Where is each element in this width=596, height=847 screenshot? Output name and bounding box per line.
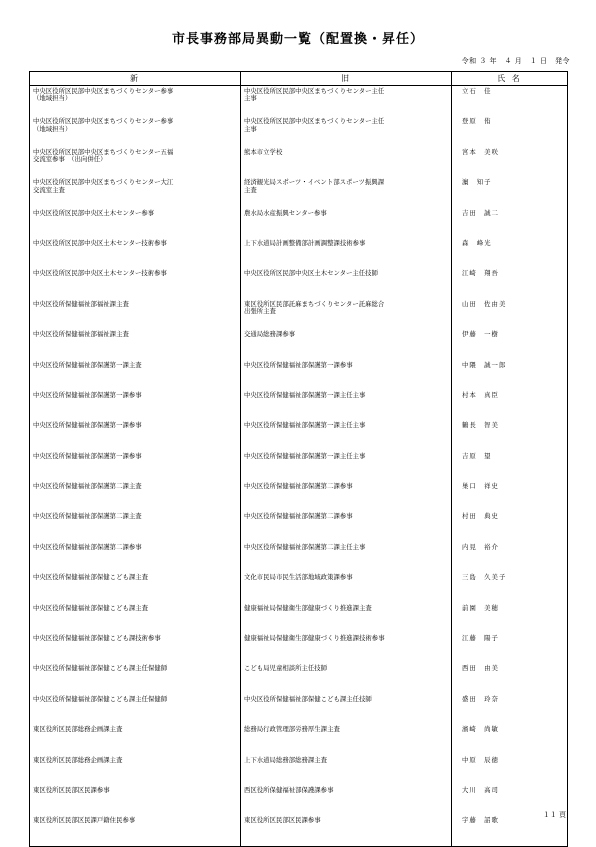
cell-new-position: 中央区役所保健福祉部保護第一課参事 xyxy=(30,390,241,420)
cell-new-position: 中央区役所保健福祉部保健こども課主査 xyxy=(30,572,241,602)
table-row xyxy=(30,390,568,420)
table-row xyxy=(30,724,568,754)
cell-new-position: 中央区役所保健福祉部保護第一課参事 xyxy=(30,451,241,481)
header-name: 氏 名 xyxy=(452,72,568,86)
cell-name: 江藤 陽子 xyxy=(452,633,568,663)
cell-name: 濵 知子 xyxy=(452,177,568,207)
cell-name: 前園 美穂 xyxy=(452,603,568,633)
cell-new-position: 中央区役所保健福祉部保健こども課主査 xyxy=(30,603,241,633)
cell-name: 宇藤 詔歌 xyxy=(452,815,568,846)
cell-old-position: 東区役所区民部区民課参事 xyxy=(241,815,452,846)
cell-old-position: 中央区役所保健福祉部保護第二課参事 xyxy=(241,481,452,511)
table-row xyxy=(30,329,568,359)
table-row xyxy=(30,633,568,663)
cell-name: 濱崎 尚敏 xyxy=(452,724,568,754)
cell-old-position: 中央区役所保健福祉部保護第二課主任主事 xyxy=(241,542,452,572)
personnel-table xyxy=(29,71,568,847)
table-row xyxy=(30,299,568,329)
cell-new-position: 中央区役所保健福祉部保健こども課主任保健師 xyxy=(30,694,241,724)
cell-old-position: 中央区役所区民部中央区まちづくりセンター主任 主事 xyxy=(241,86,452,117)
cell-old-position: 経済観光局スポーツ・イベント部スポーツ振興課 主査 xyxy=(241,177,452,207)
cell-old-position: 中央区役所保健福祉部保護第一課主任主事 xyxy=(241,451,452,481)
cell-new-position: 中央区役所保健福祉部福祉課主査 xyxy=(30,299,241,329)
cell-old-position: 西区役所保健福祉部保護課参事 xyxy=(241,785,452,815)
cell-old-position: 熊本市立学校 xyxy=(241,147,452,177)
cell-old-position: 中央区役所保健福祉部保護第二課参事 xyxy=(241,511,452,541)
cell-old-position: 文化市民局市民生活部地域政策課参事 xyxy=(241,572,452,602)
cell-new-position: 東区役所区民部総務企画課主査 xyxy=(30,724,241,754)
cell-old-position: こども局児童相談所主任技師 xyxy=(241,663,452,693)
cell-name: 中原 辰徳 xyxy=(452,755,568,785)
table-row xyxy=(30,481,568,511)
table-row xyxy=(30,116,568,146)
table-row xyxy=(30,755,568,785)
page-number: １１ 頁 xyxy=(542,811,566,819)
table-row xyxy=(30,177,568,207)
cell-old-position: 上下水道局計画整備部計画調整課技術参事 xyxy=(241,238,452,268)
cell-name: 西田 由美 xyxy=(452,663,568,693)
cell-name: 吉原 望 xyxy=(452,451,568,481)
issue-date: 令和 ３ 年 ４ 月 １ 日 発令 xyxy=(461,57,570,65)
cell-name: 立石 佳 xyxy=(452,86,568,117)
cell-old-position: 総務局行政管理部労務厚生課主査 xyxy=(241,724,452,754)
table-row xyxy=(30,268,568,298)
cell-new-position: 東区役所区民部総務企画課主査 xyxy=(30,755,241,785)
cell-name: 村田 典史 xyxy=(452,511,568,541)
table-row xyxy=(30,360,568,390)
header-old: 旧 xyxy=(241,72,452,86)
cell-old-position: 中央区役所保健福祉部保健こども課主任技師 xyxy=(241,694,452,724)
cell-old-position: 東区役所区民部託麻まちづくりセンター託麻総合 出張所主査 xyxy=(241,299,452,329)
table-row xyxy=(30,86,568,117)
table-header-row xyxy=(30,72,568,86)
cell-name: 森 峰光 xyxy=(452,238,568,268)
cell-new-position: 中央区役所区民部中央区土木センター技術参事 xyxy=(30,238,241,268)
cell-new-position: 中央区役所区民部中央区まちづくりセンター参事 （地域担当） xyxy=(30,116,241,146)
cell-new-position: 東区役所区民部区民課参事 xyxy=(30,785,241,815)
cell-new-position: 中央区役所区民部中央区まちづくりセンター五福 交流室参事 （出向併任） xyxy=(30,147,241,177)
table-row xyxy=(30,238,568,268)
cell-name: 巣口 祥史 xyxy=(452,481,568,511)
cell-old-position: 健康福祉局保健衛生部健康づくり推進課技術参事 xyxy=(241,633,452,663)
cell-name: 内見 裕介 xyxy=(452,542,568,572)
cell-name: 宮本 美咲 xyxy=(452,147,568,177)
document-title: 市長事務部局異動一覧（配置換・昇任） xyxy=(171,32,424,47)
cell-name: 伊藤 一樹 xyxy=(452,329,568,359)
cell-new-position: 中央区役所区民部中央区土木センター参事 xyxy=(30,208,241,238)
table-row xyxy=(30,694,568,724)
cell-new-position: 中央区役所保健福祉部保護第一課参事 xyxy=(30,420,241,450)
cell-old-position: 上下水道局総務部総務課主査 xyxy=(241,755,452,785)
header-new: 新 xyxy=(30,72,241,86)
table-row xyxy=(30,451,568,481)
cell-new-position: 中央区役所保健福祉部保護第二課参事 xyxy=(30,542,241,572)
cell-old-position: 中央区役所区民部中央区まちづくりセンター主任 主事 xyxy=(241,116,452,146)
cell-name: 吉田 誠二 xyxy=(452,208,568,238)
cell-name: 盛田 玲奈 xyxy=(452,694,568,724)
cell-old-position: 中央区役所保健福祉部保護第一課主任主事 xyxy=(241,390,452,420)
cell-old-position: 中央区役所保健福祉部保護第一課参事 xyxy=(241,360,452,390)
table-row xyxy=(30,603,568,633)
table-row xyxy=(30,511,568,541)
table-row xyxy=(30,147,568,177)
table-row xyxy=(30,785,568,815)
cell-name: 村本 真臣 xyxy=(452,390,568,420)
cell-new-position: 中央区役所区民部中央区土木センター技術参事 xyxy=(30,268,241,298)
cell-name: 登原 侑 xyxy=(452,116,568,146)
cell-old-position: 農水局水産振興センター参事 xyxy=(241,208,452,238)
table-row xyxy=(30,208,568,238)
cell-name: 中隈 誠一郎 xyxy=(452,360,568,390)
cell-name: 大川 高司 xyxy=(452,785,568,815)
cell-new-position: 中央区役所区民部中央区まちづくりセンター参事 （地域担当） xyxy=(30,86,241,117)
cell-old-position: 中央区役所区民部中央区土木センター主任技師 xyxy=(241,268,452,298)
cell-new-position: 中央区役所保健福祉部保護第一課主査 xyxy=(30,360,241,390)
cell-name: 三島 久美子 xyxy=(452,572,568,602)
cell-new-position: 東区役所区民部区民課戸籍住民参事 xyxy=(30,815,241,846)
cell-name: 鶴長 智美 xyxy=(452,420,568,450)
cell-name: 江崎 翔吾 xyxy=(452,268,568,298)
cell-new-position: 中央区役所保健福祉部保護第二課主査 xyxy=(30,511,241,541)
cell-new-position: 中央区役所保健福祉部保護第二課主査 xyxy=(30,481,241,511)
table-row xyxy=(30,542,568,572)
cell-new-position: 中央区役所保健福祉部保健こども課主任保健師 xyxy=(30,663,241,693)
cell-new-position: 中央区役所区民部中央区まちづくりセンター大江 交流室主査 xyxy=(30,177,241,207)
cell-old-position: 中央区役所保健福祉部保護第一課主任主事 xyxy=(241,420,452,450)
table-row xyxy=(30,663,568,693)
cell-old-position: 健康福祉局保健衛生部健康づくり推進課主査 xyxy=(241,603,452,633)
cell-new-position: 中央区役所保健福祉部福祉課主査 xyxy=(30,329,241,359)
cell-name: 山田 佐由美 xyxy=(452,299,568,329)
table-row xyxy=(30,572,568,602)
table-row xyxy=(30,420,568,450)
cell-new-position: 中央区役所保健福祉部保健こども課技術参事 xyxy=(30,633,241,663)
cell-old-position: 交通局総務課参事 xyxy=(241,329,452,359)
